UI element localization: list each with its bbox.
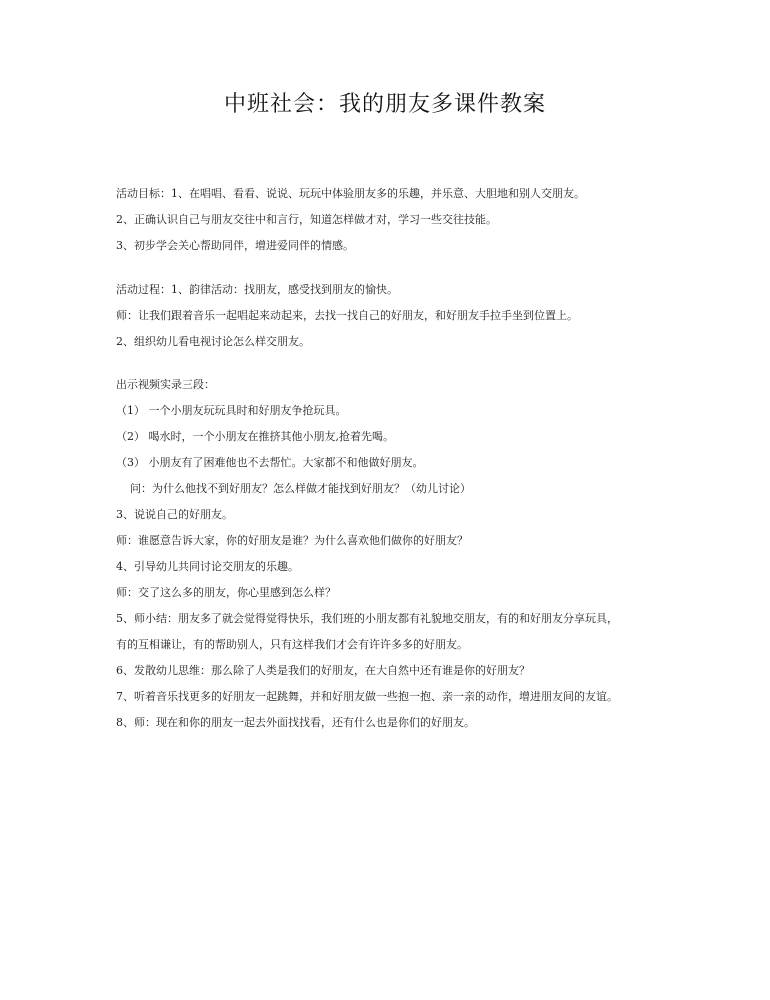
video-item-1: （1） 一个小朋友玩玩具时和好朋友争抢玩具。 [116,404,347,417]
process-line-5: 5、师小结：朋友多了就会觉得觉得快乐，我们班的小朋友都有礼貌地交朋友，有的和好朋友分享玩具， [116,612,618,625]
process-line-4: 4、引导幼儿共同讨论交朋友的乐趣。 [116,560,299,573]
process-line-1: 活动过程：1、韵律活动：找朋友，感受找到朋友的愉快。 [116,283,398,296]
goal-line-3: 3、初步学会关心帮助同伴，增进爱同伴的情感。 [116,239,354,252]
process-line-8: 8、师：现在和你的朋友一起去外面找找看，还有什么也是你们的好朋友。 [116,716,475,729]
question-line: 问：为什么他找不到好朋友？怎么样做才能找到好朋友？（幼儿讨论） [130,482,471,495]
goal-line-1: 活动目标：1、在唱唱、看看、说说、玩玩中体验朋友多的乐趣，并乐意、大胆地和别人交朋友。 [116,187,585,200]
video-intro-line: 出示视频实录三段： [116,378,215,391]
teacher-line-2: 师：谁愿意告诉大家，你的好朋友是谁？为什么喜欢他们做你的好朋友？ [116,534,468,547]
process-line-3: 3、说说自己的好朋友。 [116,508,233,521]
page-title: 中班社会：我的朋友多课件教案 [223,92,546,117]
goal-line-2: 2、正确认识自己与朋友交往中和言行，知道怎样做才对，学习一些交往技能。 [116,213,497,226]
process-line-6: 6、发散幼儿思维：那么除了人类是我们的好朋友，在大自然中还有谁是你的好朋友？ [116,664,530,677]
process-line-5-cont: 有的互相谦让，有的帮助别人，只有这样我们才会有许许多多的好朋友。 [116,638,468,651]
teacher-line-1: 师：让我们跟着音乐一起唱起来动起来，去找一找自己的好朋友，和好朋友手拉手坐到位置上。 [116,309,578,322]
process-line-2: 2、组织幼儿看电视讨论怎么样交朋友。 [116,335,310,348]
process-line-7: 7、听着音乐找更多的好朋友一起跳舞，并和好朋友做一些抱一抱、亲一亲的动作，增进朋友间的友谊。 [116,690,618,703]
teacher-line-3: 师：交了这么多的朋友，你心里感到怎么样？ [116,586,336,599]
video-item-3: （3） 小朋友有了困难他也不去帮忙。大家都不和他做好朋友。 [116,456,424,469]
video-item-2: （2） 喝水时，一个小朋友在推挤其他小朋友,抢着先喝。 [116,430,394,443]
